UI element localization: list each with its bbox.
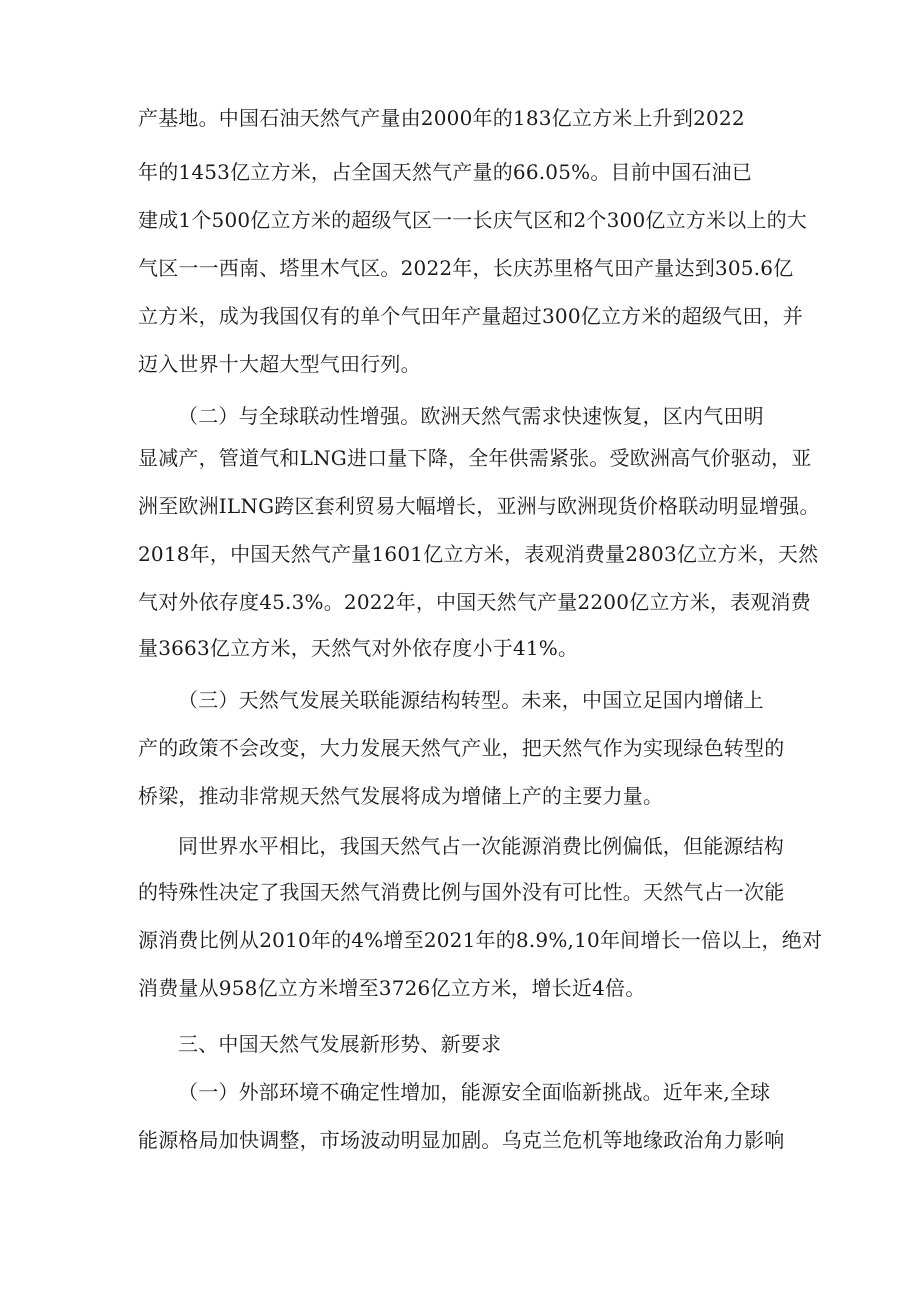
text-line: 桥梁，推动非常规天然气发展将成为增储上产的主要力量。 bbox=[138, 784, 664, 808]
section-heading: 三、中国天然气发展新形势、新要求 bbox=[178, 1032, 502, 1056]
text-line: 气区一一西南、塔里木气区。2022年，长庆苏里格气田产量达到305.6亿 bbox=[138, 256, 794, 280]
text-line: 立方米，成为我国仅有的单个气田年产量超过300亿立方米的超级气田，并 bbox=[138, 304, 803, 328]
text-line: 洲至欧洲ILNG跨区套利贸易大幅增长，亚洲与欧洲现货价格联动明显增强。 bbox=[138, 494, 820, 518]
text-line: 迈入世界十大超大型气田行列。 bbox=[138, 352, 421, 376]
text-line: （二）与全球联动性增强。欧洲天然气需求快速恢复，区内气田明 bbox=[178, 404, 764, 428]
text-line: （三）天然气发展关联能源结构转型。未来，中国立足国内增储上 bbox=[178, 688, 764, 712]
text-line: 建成1个500亿立方米的超级气区一一长庆气区和2个300亿立方米以上的大 bbox=[138, 208, 807, 232]
text-line: 气对外依存度45.3%。2022年，中国天然气产量2200亿立方米，表观消费 bbox=[138, 590, 811, 614]
text-line: 的特殊性决定了我国天然气消费比例与国外没有可比性。天然气占一次能 bbox=[138, 880, 785, 904]
text-line: 能源格局加快调整，市场波动明显加剧。乌克兰危机等地缘政治角力影响 bbox=[138, 1128, 785, 1152]
text-line: 源消费比例从2010年的4%增至2021年的8.9%,10年间增长一倍以上，绝对 bbox=[138, 928, 823, 952]
text-line: 产的政策不会改变，大力发展天然气产业，把天然气作为实现绿色转型的 bbox=[138, 736, 785, 760]
text-line: 量3663亿立方米，天然气对外依存度小于41%。 bbox=[138, 636, 579, 660]
text-line: 年的1453亿立方米，占全国天然气产量的66.05%。目前中国石油已 bbox=[138, 160, 752, 184]
text-line: 2018年，中国天然气产量1601亿立方米，表观消费量2803亿立方米，天然 bbox=[138, 542, 819, 566]
text-line: （一）外部环境不确定性增加，能源安全面临新挑战。近年来,全球 bbox=[178, 1080, 771, 1104]
text-line: 产基地。中国石油天然气产量由2000年的183亿立方米上升到2022 bbox=[138, 106, 745, 130]
text-line: 显减产，管道气和LNG进口量下降，全年供需紧张。受欧洲高气价驱动，亚 bbox=[138, 446, 812, 470]
text-line: 同世界水平相比，我国天然气占一次能源消费比例偏低，但能源结构 bbox=[178, 834, 784, 858]
text-line: 消费量从958亿立方米增至3726亿立方米，增长近4倍。 bbox=[138, 976, 646, 1000]
